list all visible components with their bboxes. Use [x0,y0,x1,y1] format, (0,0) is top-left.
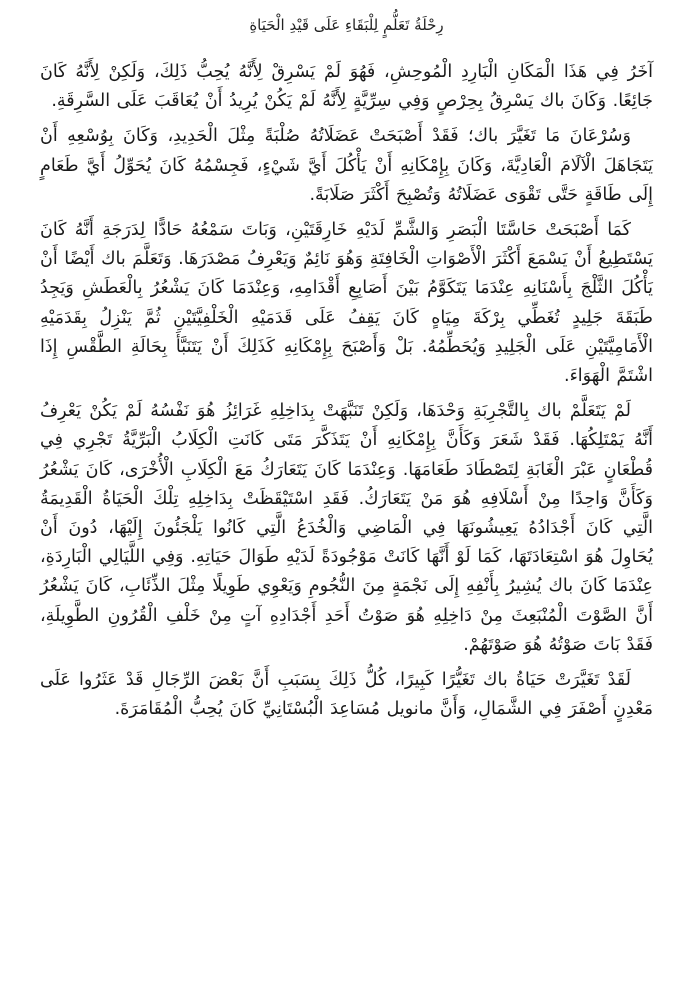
paragraph-4: لَمْ يَتَعَلَّمْ باك بِالتَّجْرِبَةِ وَحْدَهَا، وَلَكِنْ تَنَبَّهَتْ بِدَاخِلِهِ غَرَائِزُ هُوَ نَفْسُهُ لَمْ يَكُنْ يَعْرِفُ أَنَّهُ يَمْتَلِكُهَا. فَقَدْ شَعَرَ وَكَأَنَّ بِإِمْكَانِهِ أَنْ يَتَذَكَّرَ مَتَى كَانَتِ الْكِلَابُ الْبَرِّيَّةُ تَجْرِي فِي قُطْعَانٍ عَبْرَ الْغَابَةِ لِتَصْطَادَ طَعَامَهَا. وَعِنْدَمَا كَانَ يَتَعَارَكُ مَعَ الْكِلَابِ الْأُخْرَى، كَانَ يَشْعُرُ وَكَأَنَّ وَاحِدًا مِنْ أَسْلَافِهِ هُوَ مَنْ يَتَعَارَكُ. فَقَدِ اسْتَيْقَظَتْ بِدَاخِلِهِ تِلْكَ الْحَيَاةُ الْقَدِيمَةُ الَّتِي كَانَ أَجْدَادُهُ يَعِيشُونَهَا فِي الْمَاضِي وَالْخُدَعُ الَّتِي كَانُوا يَلْجَئُونَ إِلَيْهَا، دُونَ أَنْ يُحَاوِلَ هُوَ اسْتِعَادَتَهَا، كَمَا لَوْ أَنَّهَا كَانَتْ مَوْجُودَةً لَدَيْهِ طَوَالَ حَيَاتِهِ. وَفِي اللَّيَالِي الْبَارِدَةِ، عِنْدَمَا كَانَ باك يُشِيرُ بِأَنْفِهِ إِلَى نَجْمَةٍ مِنَ النُّجُومِ وَيَعْوِي طَوِيلًا مِثْلَ الذِّئَابِ، كَانَ يَشْعُرُ أَنَّ الصَّوْتَ الْمُنْبَعِثَ مِنْ دَاخِلِهِ هُوَ صَوْتُ أَحَدِ أَجْدَادِهِ آتٍ مِنْ خَلْفِ الْقُرُونِ الطَّوِيلَةِ، فَقَدْ بَاتَ صَوْتُهُ هُوَ صَوْتَهُمْ. [40,401,653,655]
paragraph-2: وَسُرْعَانَ مَا تَغَيَّرَ باك؛ فَقَدْ أَصْبَحَتْ عَضَلَاتُهُ صُلْبَةً مِثْلَ الْحَدِيدِ، وَكَانَ بِوُسْعِهِ أَنْ يَتَجَاهَلَ الْآلَامَ الْعَادِيَّةَ، وَكَانَ بِإِمْكَانِهِ أَنْ يَأْكُلَ أَيَّ شَيْءٍ، فَجِسْمُهُ كَانَ يُحَوِّلُ أَيَّ طَعَامٍ إِلَى طَاقَةٍ حَتَّى تَقْوَى عَضَلَاتُهُ وَتُصْبِحَ أَكْثَرَ صَلَابَةً. [40,126,653,205]
paragraph-1: آخَرُ فِي هَذَا الْمَكَانِ الْبَارِدِ الْمُوحِشِ، فَهُوَ لَمْ يَسْرِقْ لِأَنَّهُ يُحِبُّ ذَلِكَ، وَلَكِنْ لِأَنَّهُ كَانَ جَائِعًا. وَكَانَ باك يَسْرِقُ بِحِرْصٍ وَفِي سِرِّيَّةٍ لِأَنَّهُ لَمْ يَكُنْ يُرِيدُ أَنْ يُعَاقَبَ عَلَى السَّرِقَةِ. [40,62,653,112]
paragraph-3: كَمَا أَصْبَحَتْ حَاسَّتَا الْبَصَرِ وَالشَّمِّ لَدَيْهِ خَارِقَتَيْنِ، وَبَاتَ سَمْعُهُ حَادًّا لِدَرَجَةِ أَنَّهُ كَانَ يَسْتَطِيعُ أَنْ يَسْمَعَ أَكْثَرَ الْأَصْوَاتِ الْخَافِتَةِ وَهُوَ نَائِمٌ وَيَعْرِفُ مَصْدَرَهَا. وَتَعَلَّمَ باك أَيْضًا أَنْ يَأْكُلَ الثَّلْجَ بِأَسْنَانِهِ عِنْدَمَا يَتَكَوَّمُ بَيْنَ أَصَابِعِ أَقْدَامِهِ، وَعِنْدَمَا كَانَ يَشْعُرُ بِالْعَطَشِ وَيَجِدُ طَبَقَةَ جَلِيدٍ تُغَطِّي بِرْكَةَ مِيَاهٍ كَانَ يَقِفُ عَلَى قَدَمَيْهِ الْخَلْفِيَّتَيْنِ ثُمَّ يَنْزِلُ بِقَدَمَيْهِ الْأَمَامِيَّتَيْنِ عَلَى الْجَلِيدِ وَيُحَطِّمُهُ. بَلْ وَأَصْبَحَ بِإِمْكَانِهِ كَذَلِكَ أَنْ يَتَنَبَّأَ بِحَالَةِ الطَّقْسِ إِذَا اشْتَمَّ الْهَوَاءَ. [40,220,653,387]
body-text [40,58,653,724]
running-header-title: رِحْلَةُ تَعَلُّمٍ لِلْبَقَاءِ عَلَى قَيْدِ الْحَيَاةِ [249,16,444,34]
paragraph-5: لَقَدْ تَغَيَّرَتْ حَيَاةُ باك تَغَيُّرًا كَبِيرًا، كُلُّ ذَلِكَ بِسَبَبِ أَنَّ بَعْضَ الرِّجَالِ قَدْ عَثَرُوا عَلَى مَعْدِنٍ أَصْفَرَ فِي الشَّمَالِ، وَأَنَّ مانويل مُسَاعِدَ الْبُسْتَانِيِّ كَانَ يُحِبُّ الْمُقَامَرَةَ. [40,670,653,720]
